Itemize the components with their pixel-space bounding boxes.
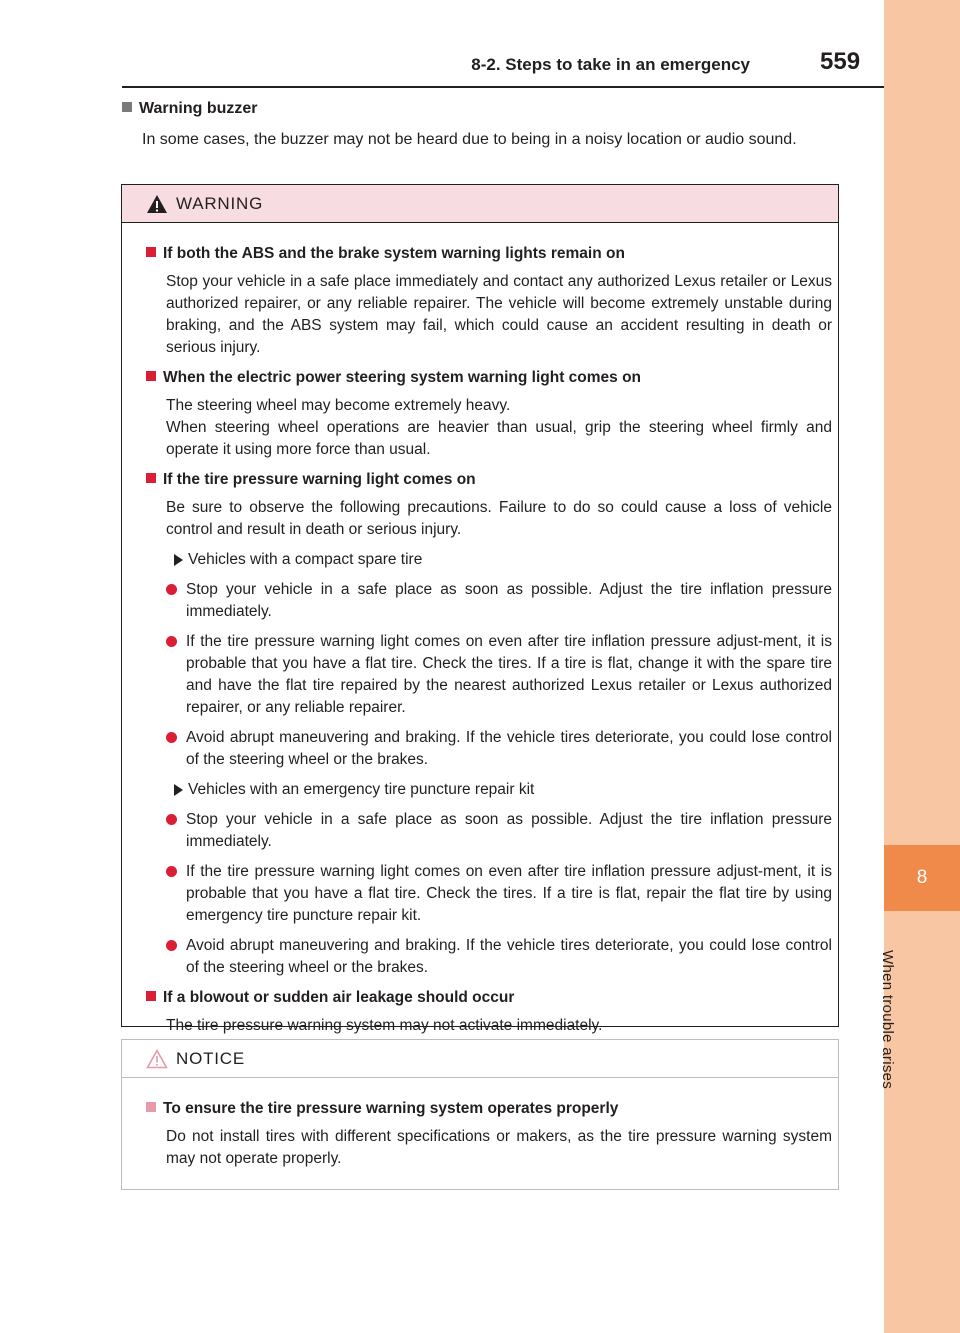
chapter-title-vertical — [880, 950, 920, 1110]
section-text: When steering wheel operations are heavier than usual, grip the steering wheel firmly and operate it using more force than usual. — [166, 419, 832, 458]
square-bullet-icon — [146, 247, 156, 257]
notice-title-text: To ensure the tire pressure warning system operates properly — [163, 1100, 619, 1117]
list-item-text: Avoid abrupt maneuvering and braking. If the vehicle tires deteriorate, you could lose control of the steering wheel or the brakes. — [186, 937, 832, 976]
list-item — [166, 579, 832, 623]
page-number: 559 — [820, 48, 861, 75]
square-bullet-icon — [146, 473, 156, 483]
list-item — [166, 631, 832, 719]
square-bullet-icon — [146, 371, 156, 381]
bullet-dot-icon — [166, 636, 177, 647]
header-divider — [122, 86, 884, 88]
section-title-text: When the electric power steering system warning light comes on — [163, 369, 642, 386]
warning-label: WARNING — [176, 194, 264, 213]
chapter-number-tab — [884, 845, 960, 911]
section-text: The steering wheel may become extremely heavy. — [166, 397, 511, 414]
arrow-right-icon — [174, 784, 183, 796]
warning-header — [122, 185, 838, 223]
sub-group-label — [178, 779, 832, 801]
notice-title — [146, 1098, 832, 1120]
square-bullet-icon — [122, 102, 132, 112]
bullet-dot-icon — [166, 866, 177, 877]
sub-group-label-text: Vehicles with an emergency tire puncture repair kit — [188, 781, 535, 798]
warning-box — [121, 184, 839, 1034]
section-title-text: If a blowout or sudden air leakage should occur — [163, 989, 515, 1006]
section-title — [146, 987, 832, 1009]
warning-content — [122, 223, 838, 1037]
list-item-text: If the tire pressure warning light comes on even after tire inflation pressure adjust-ment, it is probable that you have a flat tire. Check the tires. If a tire is flat, repair the flat tire by using emergency tire puncture repair kit. — [186, 863, 832, 924]
bullet-dot-icon — [166, 732, 177, 743]
notice-content — [122, 1078, 838, 1170]
bullet-dot-icon — [166, 814, 177, 825]
arrow-right-icon — [174, 554, 183, 566]
square-bullet-icon — [146, 991, 156, 1001]
notice-header — [122, 1040, 838, 1078]
notice-label: NOTICE — [176, 1049, 246, 1068]
list-item-text: Stop your vehicle in a safe place as soon as possible. Adjust the tire inflation pressure immediately. — [186, 811, 832, 850]
notice-text: Do not install tires with different specifications or makers, as the tire pressure warning system may not operate properly. — [166, 1128, 832, 1167]
square-bullet-icon — [146, 1102, 156, 1112]
bullet-dot-icon — [166, 940, 177, 951]
section-heading: 8-2. Steps to take in an emergency — [471, 55, 750, 74]
list-item — [166, 809, 832, 853]
section-title — [146, 367, 832, 389]
section-text: The tire pressure warning system may not activate immediately. — [166, 1017, 603, 1034]
list-item-text: If the tire pressure warning light comes on even after tire inflation pressure adjust-ment, it is probable that you have a flat tire. Check the tires. If a tire is flat, change it with the spare tire and have the flat tire repaired by the nearest authorized Lexus retailer or Lexus authorized repairer, or any reliable repairer. — [186, 633, 832, 716]
bullet-dot-icon — [166, 584, 177, 595]
section-text: Be sure to observe the following precautions. Failure to do so could cause a loss of vehicle control and result in death or serious injury. — [166, 499, 832, 538]
chapter-sidebar — [884, 0, 960, 1333]
list-item-text: Avoid abrupt maneuvering and braking. If the vehicle tires deteriorate, you could lose control of the steering wheel or the brakes. — [186, 729, 832, 768]
intro-title-text: Warning buzzer — [139, 100, 258, 117]
sub-group-label — [178, 549, 832, 571]
section-title-text: If the tire pressure warning light comes on — [163, 471, 476, 488]
list-item — [166, 727, 832, 771]
notice-triangle-icon — [146, 1049, 168, 1069]
sub-group-label-text: Vehicles with a compact spare tire — [188, 551, 423, 568]
notice-box — [121, 1039, 839, 1190]
section-title — [146, 469, 832, 491]
chapter-title: When trouble arises — [879, 950, 896, 1090]
list-item — [166, 935, 832, 979]
intro-heading — [122, 100, 258, 118]
warning-triangle-icon — [146, 194, 168, 214]
section-title-text: If both the ABS and the brake system warning lights remain on — [163, 245, 625, 262]
list-item — [166, 861, 832, 927]
section-title — [146, 243, 832, 265]
section-text: Stop your vehicle in a safe place immediately and contact any authorized Lexus retailer or Lexus authorized repairer, or any reliable repairer. The vehicle will become extremely unstable during braking, and the ABS system may fail, which could cause an accident resulting in death or serious injury. — [166, 273, 832, 356]
list-item-text: Stop your vehicle in a safe place as soon as possible. Adjust the tire inflation pressure immediately. — [186, 581, 832, 620]
chapter-number: 8 — [916, 867, 928, 888]
intro-body: In some cases, the buzzer may not be heard due to being in a noisy location or audio sound. — [142, 131, 797, 148]
